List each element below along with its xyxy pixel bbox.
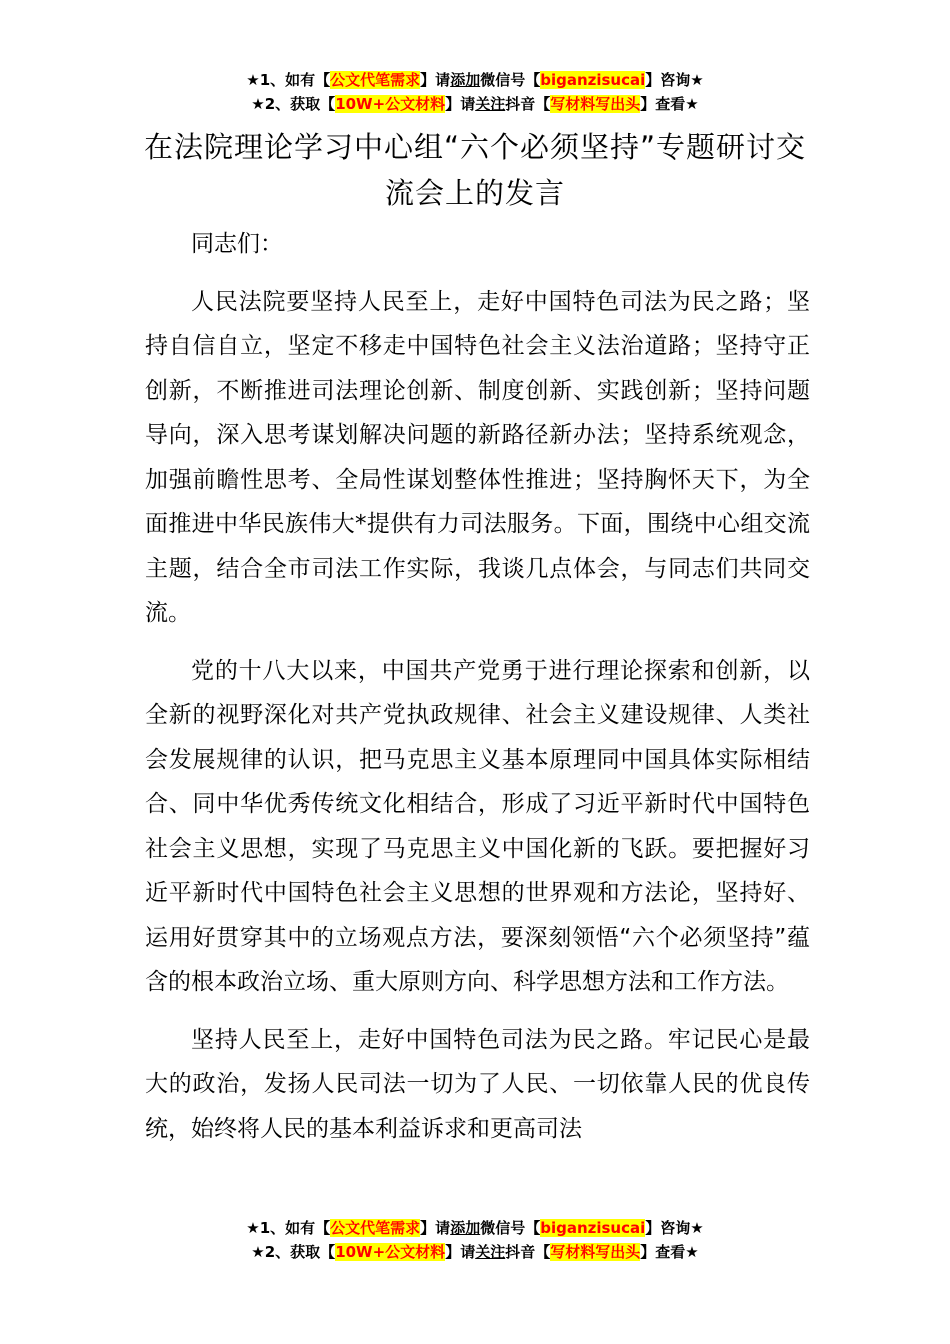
promo-text: 】咨询★ xyxy=(645,1219,704,1237)
document-title: 在法院理论学习中心组“六个必须坚持”专题研讨交流会上的发言 xyxy=(143,130,807,210)
promo-text: 】请 xyxy=(420,1219,451,1237)
promo-underline: 添加 xyxy=(450,1219,481,1237)
body-paragraph-3: 坚持人民至上，走好中国特色司法为民之路。牢记民心是最大的政治，发扬人民司法一切为了人民、一切依靠人民的优良传统，始终将人民的基本利益诉求和更高司法 xyxy=(145,1026,810,1142)
promo-text: ★2、获取【 xyxy=(251,95,336,113)
promo-highlight: 写材料写出头 xyxy=(550,95,641,113)
promo-highlight: 公文代笔需求 xyxy=(330,1219,421,1237)
promo-text: 微信号【 xyxy=(480,71,541,89)
promo-text: 】查看★ xyxy=(640,95,699,113)
promo-line-1 xyxy=(0,1216,950,1240)
promo-line-2 xyxy=(0,92,950,116)
promo-text: 抖音【 xyxy=(505,95,551,113)
body-paragraph-2: 党的十八大以来，中国共产党勇于进行理论探索和创新，以全新的视野深化对共产党执政规律、社会主义建设规律、人类社会发展规律的认识，把马克思主义基本原理同中国具体实际相结合、同中华优秀传统文化相结合，形成了习近平新时代中国特色社会主义思想，实现了马克思主义中国化新的飞跃。要把握好习近平新时代中国特色社会主义思想的世界观和方法论，坚持好、运用好贯穿其中的立场观点方法，要深刻领悟“六个必须坚持”蕴含的根本政治立场、重大原则方向、科学思想方法和工作方法。 xyxy=(145,657,810,995)
greeting: 同志们： xyxy=(191,231,283,257)
promo-text: ★2、获取【 xyxy=(251,1243,336,1261)
document-body xyxy=(145,222,810,1164)
body-paragraph-1: 人民法院要坚持人民至上，走好中国特色司法为民之路；坚持自信自立，坚定不移走中国特色社会主义法治道路；坚持守正创新，不断推进司法理论创新、制度创新、实践创新；坚持问题导向，深入思考谋划解决问题的新路径新办法；坚持系统观念，加强前瞻性思考、全局性谋划整体性推进；坚持胸怀天下，为全面推进中华民族伟大*提供有力司法服务。下面，围绕中心组交流主题，结合全市司法工作实际，我谈几点体会，与同志们共同交流。 xyxy=(145,288,810,626)
promo-highlight: biganzisucai xyxy=(540,1219,646,1237)
promo-line-2 xyxy=(0,1240,950,1264)
promo-banner-bottom xyxy=(0,1216,950,1264)
promo-banner-top xyxy=(0,68,950,116)
promo-underline: 关注 xyxy=(475,95,506,113)
promo-text: 】请 xyxy=(420,71,451,89)
promo-underline: 添加 xyxy=(450,71,481,89)
promo-highlight: biganzisucai xyxy=(540,71,646,89)
promo-text: 】咨询★ xyxy=(645,71,704,89)
promo-highlight: 公文代笔需求 xyxy=(330,71,421,89)
promo-text: 抖音【 xyxy=(505,1243,551,1261)
promo-highlight: 10W+公文材料 xyxy=(335,1243,446,1261)
promo-underline: 关注 xyxy=(475,1243,506,1261)
promo-text: ★1、如有【 xyxy=(246,71,331,89)
promo-highlight: 写材料写出头 xyxy=(550,1243,641,1261)
promo-text: 】请 xyxy=(445,1243,476,1261)
promo-line-1 xyxy=(0,68,950,92)
promo-text: ★1、如有【 xyxy=(246,1219,331,1237)
promo-highlight: 10W+公文材料 xyxy=(335,95,446,113)
promo-text: 微信号【 xyxy=(480,1219,541,1237)
promo-text: 】查看★ xyxy=(640,1243,699,1261)
promo-text: 】请 xyxy=(445,95,476,113)
